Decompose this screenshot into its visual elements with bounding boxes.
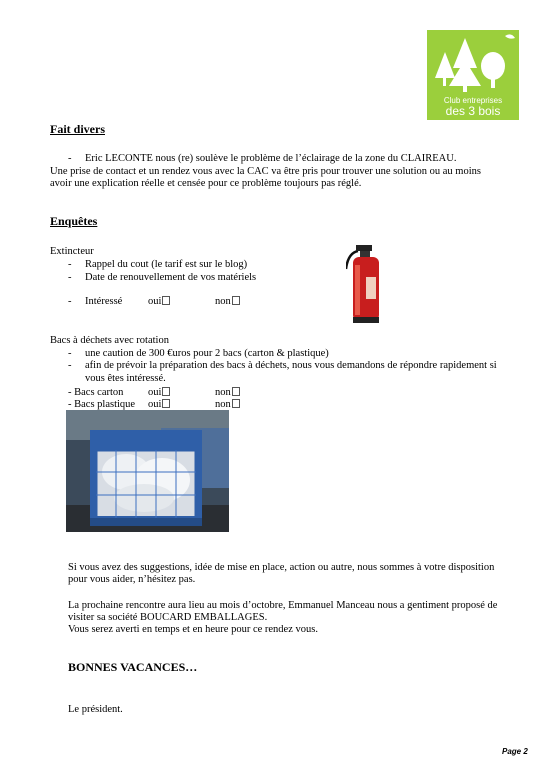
bacs-item2-line2: vous êtes intéressé. (85, 373, 166, 384)
extincteur-non-option[interactable] (215, 295, 240, 308)
suggestions-line1: Si vous avez des suggestions, idée de mise en place, action ou autre, nous sommes à votre disposition (68, 562, 495, 573)
bullet-dash: - (68, 272, 72, 283)
bacs-item1: une caution de 300 €uros pour 2 bacs (carton & plastique) (85, 348, 329, 359)
meeting-line1: La prochaine rencontre aura lieu au mois d’octobre, Emmanuel Manceau nous a gentiment proposé de (68, 600, 498, 611)
bullet-dash: - (68, 153, 72, 164)
extincteur-item2: Date de renouvellement de vos matériels (85, 272, 257, 283)
extincteur-title: Extincteur (50, 246, 94, 257)
bullet-dash: - (68, 259, 72, 270)
meeting-line3: Vous serez averti en temps et en heure pour ce rendez vous. (68, 624, 318, 635)
oui-label: oui (148, 399, 162, 410)
bacs-plastique-label: - Bacs plastique (68, 399, 136, 410)
trees-logo-icon (427, 30, 519, 96)
suggestions-line2: pour vous aider, n’hésitez pas. (68, 574, 196, 585)
page-number: Page 2 (502, 747, 528, 756)
logo-line2: des 3 bois (445, 104, 501, 118)
checkbox-icon (162, 399, 170, 408)
bacs-title: Bacs à déchets avec rotation (50, 335, 169, 346)
signature: Le président. (68, 704, 123, 715)
meeting-line2: visiter sa société BOUCARD EMBALLAGES. (68, 612, 268, 623)
oui-label: oui (148, 387, 162, 398)
enquetes-heading: Enquêtes (50, 214, 98, 228)
bullet-dash: - (68, 296, 72, 307)
bacs-carton-label: - Bacs carton (68, 387, 124, 398)
non-label: non (215, 399, 231, 410)
fire-extinguisher-icon (346, 243, 388, 325)
waste-bin-photo (66, 410, 229, 532)
fait-divers-heading: Fait divers (50, 122, 105, 136)
checkbox-icon (232, 387, 240, 396)
bullet-dash: - (68, 348, 72, 359)
logo-line1: Club entreprises (443, 96, 503, 105)
vacances-heading: BONNES VACANCES… (68, 660, 198, 674)
bacs-item2-line1: afin de prévoir la préparation des bacs à déchets, nous vous demandons de répondre rapidement si (85, 360, 497, 371)
fait-divers-bullet: Eric LECONTE nous (re) soulève le problème de l’éclairage de la zone du CLAIREAU. (85, 153, 457, 164)
non-label: non (215, 296, 231, 307)
checkbox-icon (232, 399, 240, 408)
fait-divers-para-line1: Une prise de contact et un rendez vous avec la CAC va être pris pour trouver une solution ou au moins (50, 166, 481, 177)
checkbox-icon (162, 296, 170, 305)
extincteur-interesse: Intéressé (85, 296, 123, 307)
extincteur-item1: Rappel du cout (le tarif est sur le blog) (85, 259, 248, 270)
checkbox-icon (232, 296, 240, 305)
extincteur-oui-option[interactable] (148, 295, 170, 308)
non-label: non (215, 387, 231, 398)
club-logo (427, 30, 519, 120)
bullet-dash: - (68, 360, 72, 371)
checkbox-icon (162, 387, 170, 396)
oui-label: oui (148, 296, 162, 307)
fait-divers-para-line2: avoir une explication réelle et censée pour ce problème toujours pas réglé. (50, 178, 362, 189)
